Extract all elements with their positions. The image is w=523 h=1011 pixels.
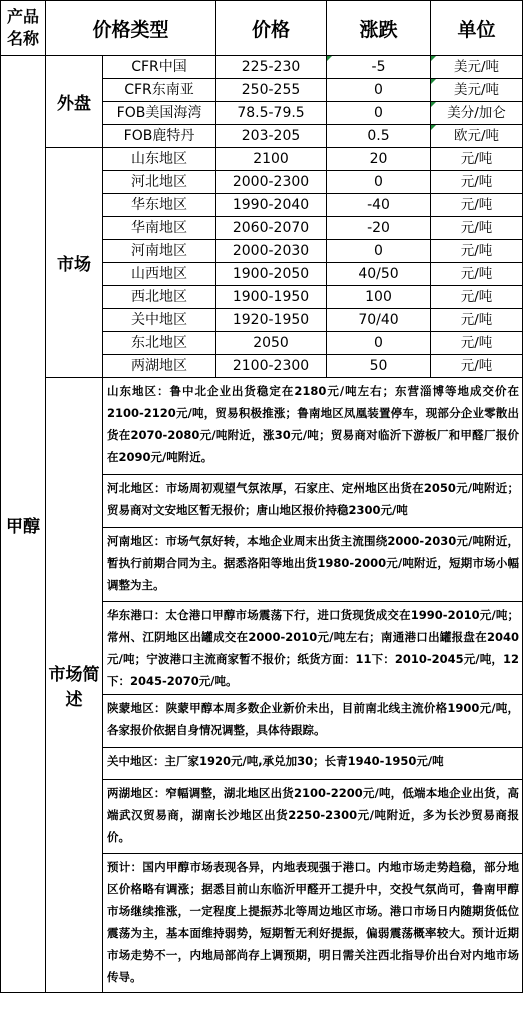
product-name: 甲醇 bbox=[1, 56, 46, 993]
cell-change: 70/40 bbox=[327, 309, 431, 332]
cell-price: 2060-2070 bbox=[216, 217, 327, 240]
table-row bbox=[1, 56, 523, 79]
cell-type: 东北地区 bbox=[103, 332, 216, 355]
summary-text: 两湖地区：窄幅调整，湖北地区出货2100-2200元/吨，低端本地企业出货，高端武汉贸易商，湖南长沙地区出货2250-2300元/吨附近，多为长沙贸易商报价。 bbox=[103, 780, 523, 854]
cell-change: -5 bbox=[327, 56, 431, 79]
cell-unit: 元/吨 bbox=[431, 240, 523, 263]
summary-row bbox=[1, 378, 523, 475]
cell-price: 1990-2040 bbox=[216, 194, 327, 217]
comment-marker-icon bbox=[431, 102, 436, 107]
comment-marker-icon bbox=[431, 79, 436, 84]
header-type: 价格类型 bbox=[46, 1, 216, 56]
cell-unit: 元/吨 bbox=[431, 263, 523, 286]
cell-price: 2000-2300 bbox=[216, 171, 327, 194]
group-market: 市场 bbox=[46, 148, 103, 378]
cell-type: 河南地区 bbox=[103, 240, 216, 263]
cell-change: 50 bbox=[327, 355, 431, 378]
header-price: 价格 bbox=[216, 1, 327, 56]
cell-type: 关中地区 bbox=[103, 309, 216, 332]
cell-type: 河北地区 bbox=[103, 171, 216, 194]
cell-price: 1900-2050 bbox=[216, 263, 327, 286]
cell-type: FOB鹿特丹 bbox=[103, 125, 216, 148]
header-product: 产品名称 bbox=[1, 1, 46, 56]
cell-change: -20 bbox=[327, 217, 431, 240]
cell-unit: 美元/吨 bbox=[431, 79, 523, 102]
cell-price: 1920-1950 bbox=[216, 309, 327, 332]
cell-unit: 元/吨 bbox=[431, 194, 523, 217]
cell-price: 2050 bbox=[216, 332, 327, 355]
cell-type: 西北地区 bbox=[103, 286, 216, 309]
cell-unit: 美分/加仑 bbox=[431, 102, 523, 125]
cell-change: 0 bbox=[327, 171, 431, 194]
cell-price: 250-255 bbox=[216, 79, 327, 102]
summary-text: 河南地区：市场气氛好转，本地企业周末出货主流围绕2000-2030元/吨附近，暂执行前期合同为主。据悉洛阳等地出货1980-2000元/吨附近，短期市场小幅调整为主。 bbox=[103, 528, 523, 602]
summary-text: 山东地区：鲁中北企业出货稳定在2180元/吨左右；东营淄博等地成交价在2100-2120元/吨，贸易积极推涨；鲁南地区凤凰装置停车，现部分企业零散出货在2070-2080元/吨附近，涨30元/吨；贸易商对临沂下游板厂和甲醛厂报价在2090元/吨附近。 bbox=[103, 378, 523, 475]
cell-price: 225-230 bbox=[216, 56, 327, 79]
cell-change: 0 bbox=[327, 332, 431, 355]
cell-type: CFR东南亚 bbox=[103, 79, 216, 102]
cell-unit: 元/吨 bbox=[431, 332, 523, 355]
cell-type: 山西地区 bbox=[103, 263, 216, 286]
cell-unit: 元/吨 bbox=[431, 286, 523, 309]
summary-text: 关中地区：主厂家1920元/吨,承兑加30；长青1940-1950元/吨 bbox=[103, 748, 523, 780]
cell-change: 0 bbox=[327, 240, 431, 263]
comment-marker-icon bbox=[431, 125, 436, 130]
header-row bbox=[1, 1, 523, 56]
cell-type: 华南地区 bbox=[103, 217, 216, 240]
cell-unit: 美元/吨 bbox=[431, 56, 523, 79]
cell-change: 20 bbox=[327, 148, 431, 171]
summary-text: 华东港口：太仓港口甲醇市场震荡下行，进口货现货成交在1990-2010元/吨；常州、江阴地区出罐成交在2000-2010元/吨左右；南通港口出罐报盘在2040元/吨；宁波港口主流商家暂不报价；纸货方面：11下：2010-2045元/吨，12下：2045-2070元/吨。 bbox=[103, 602, 523, 695]
cell-price: 203-205 bbox=[216, 125, 327, 148]
cell-unit: 元/吨 bbox=[431, 309, 523, 332]
cell-change: 100 bbox=[327, 286, 431, 309]
cell-unit: 元/吨 bbox=[431, 171, 523, 194]
cell-type: FOB美国海湾 bbox=[103, 102, 216, 125]
group-external: 外盘 bbox=[46, 56, 103, 148]
cell-change: 0 bbox=[327, 79, 431, 102]
summary-text: 河北地区：市场周初观望气氛浓厚，石家庄、定州地区出货在2050元/吨附近；贸易商对文安地区暂无报价；唐山地区报价持稳2300元/吨 bbox=[103, 475, 523, 528]
group-summary: 市场简述 bbox=[46, 378, 103, 993]
cell-price: 78.5-79.5 bbox=[216, 102, 327, 125]
header-unit: 单位 bbox=[431, 1, 523, 56]
cell-change: -40 bbox=[327, 194, 431, 217]
cell-unit: 元/吨 bbox=[431, 355, 523, 378]
cell-type: CFR中国 bbox=[103, 56, 216, 79]
cell-type: 山东地区 bbox=[103, 148, 216, 171]
cell-change: 0 bbox=[327, 102, 431, 125]
summary-text: 预计：国内甲醇市场表现各异，内地表现强于港口。内地市场走势趋稳，部分地区价格略有调涨；据悉目前山东临沂甲醛开工提升中，交投气氛尚可，鲁南甲醇市场继续推涨，一定程度上提振苏北等周边地区市场。港口市场日内随期货低位震荡为主，基本面维持弱势，短期暂无利好提振，偏弱震荡概率较大。预计近期市场走势不一，内地局部尚存上调预期，明日需关注西北指导价出台对内地市场传导。 bbox=[103, 854, 523, 993]
summary-text: 陕蒙地区：陕蒙甲醇本周多数企业新价未出，目前南北线主流价格1900元/吨，各家报价依据自身情况调整，具体待跟踪。 bbox=[103, 695, 523, 748]
table-row bbox=[1, 148, 523, 171]
cell-unit: 元/吨 bbox=[431, 148, 523, 171]
cell-unit: 欧元/吨 bbox=[431, 125, 523, 148]
cell-price: 2100-2300 bbox=[216, 355, 327, 378]
cell-price: 2100 bbox=[216, 148, 327, 171]
cell-type: 两湖地区 bbox=[103, 355, 216, 378]
cell-type: 华东地区 bbox=[103, 194, 216, 217]
cell-price: 1900-1950 bbox=[216, 286, 327, 309]
cell-unit: 元/吨 bbox=[431, 217, 523, 240]
cell-change: 0.5 bbox=[327, 125, 431, 148]
cell-price: 2000-2030 bbox=[216, 240, 327, 263]
cell-change: 40/50 bbox=[327, 263, 431, 286]
comment-marker-icon bbox=[327, 56, 332, 61]
comment-marker-icon bbox=[431, 56, 436, 61]
header-change: 涨跌 bbox=[327, 1, 431, 56]
